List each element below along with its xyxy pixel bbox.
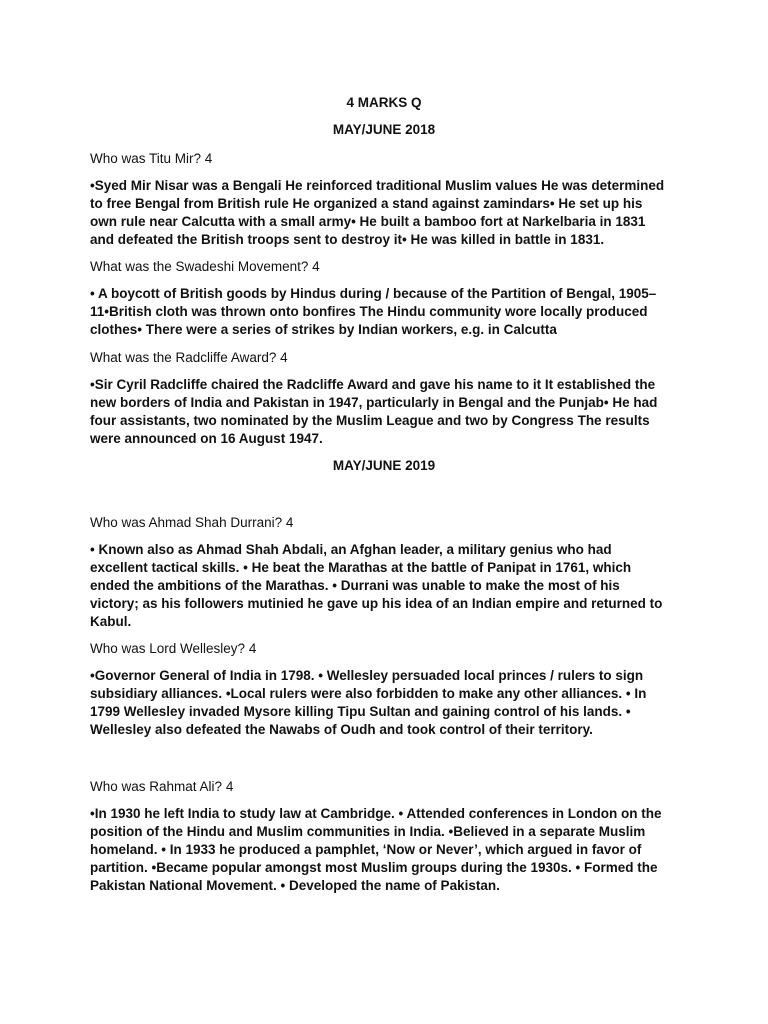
- answer-rahmat-ali: [90, 805, 690, 895]
- question-text: What was the Radcliffe Award?: [90, 350, 277, 365]
- question-titu-mir: [90, 150, 212, 168]
- answer-radcliffe: [90, 376, 690, 448]
- question-radcliffe: [90, 349, 288, 367]
- question-rahmat-ali: [90, 778, 233, 796]
- answer-line: own rule near Calcutta with a small army• He built a bamboo fort at Narkelbaria in 1831: [90, 214, 646, 229]
- answer-line: four assistants, two nominated by the Muslim League and two by Congress The results: [90, 413, 650, 428]
- answer-swadeshi: [90, 285, 690, 339]
- answer-durrani: [90, 541, 690, 631]
- question-marks: 4: [280, 350, 288, 365]
- answer-line: excellent tactical skills. • He beat the Marathas at the battle of Panipat in 1761, which: [90, 560, 632, 575]
- answer-wellesley: [90, 667, 690, 739]
- answer-line: Pakistan National Movement. • Developed the name of Pakistan.: [90, 878, 500, 893]
- answer-line: victory; as his followers mutinied he gave up his idea of an Indian empire and returned to: [90, 596, 663, 611]
- answer-line: position of the Hindu and Muslim communities in India. •Believed in a separate Muslim: [90, 824, 646, 839]
- answer-line: •In 1930 he left India to study law at Cambridge. • Attended conferences in London on the: [90, 806, 662, 821]
- answer-line: •Sir Cyril Radcliffe chaired the Radcliffe Award and gave his name to it It established the: [90, 377, 656, 392]
- session-heading-2019: [0, 458, 768, 473]
- session-heading-2018: [0, 122, 768, 137]
- question-marks: 4: [285, 515, 294, 530]
- question-text: What was the Swadeshi Movement?: [90, 259, 309, 274]
- answer-line: subsidiary alliances. •Local rulers were also forbidden to make any other alliances. • In: [90, 686, 647, 701]
- question-marks: 4: [225, 779, 234, 794]
- question-swadeshi: [90, 258, 320, 276]
- answer-line: •Syed Mir Nisar was a Bengali He reinforced traditional Muslim values He was determined: [90, 178, 665, 193]
- answer-line: •Governor General of India in 1798. • Wellesley persuaded local princes / rulers to sign: [90, 668, 644, 683]
- document-title: [0, 95, 768, 110]
- answer-line: were announced on 16 August 1947.: [90, 431, 323, 446]
- question-text: Who was Titu Mir?: [90, 151, 202, 166]
- answer-line: new borders of India and Pakistan in 1947, particularly in Bengal and the Punjab• He had: [90, 395, 658, 410]
- question-wellesley: [90, 640, 256, 658]
- answer-line: 11•British cloth was thrown onto bonfires The Hindu community wore locally produced: [90, 304, 648, 319]
- question-text: Who was Ahmad Shah Durrani?: [90, 515, 283, 530]
- answer-line: partition. •Became popular amongst most Muslim groups during the 1930s. • Formed the: [90, 860, 658, 875]
- answer-line: Kabul.: [90, 614, 132, 629]
- answer-line: Wellesley also defeated the Nawabs of Oudh and took control of their territory.: [90, 722, 593, 737]
- question-durrani: [90, 514, 293, 532]
- answer-line: • Known also as Ahmad Shah Abdali, an Afghan leader, a military genius who had: [90, 542, 612, 557]
- answer-line: • A boycott of British goods by Hindus during / because of the Partition of Bengal, 1905–: [90, 286, 657, 301]
- answer-line: 1799 Wellesley invaded Mysore killing Tipu Sultan and gaining control of his lands. •: [90, 704, 631, 719]
- question-marks: 4: [248, 641, 257, 656]
- question-marks: 4: [204, 151, 213, 166]
- question-marks: 4: [312, 259, 320, 274]
- answer-line: to free Bengal from British rule He organized a stand against zamindars• He set up his: [90, 196, 643, 211]
- question-text: Who was Rahmat Ali?: [90, 779, 223, 794]
- answer-titu-mir: [90, 177, 690, 249]
- answer-line: ended the ambitions of the Marathas. • Durrani was unable to make the most of his: [90, 578, 620, 593]
- answer-line: homeland. • In 1933 he produced a pamphlet, ‘Now or Never’, which argued in favor of: [90, 842, 642, 857]
- question-text: Who was Lord Wellesley?: [90, 641, 246, 656]
- title-text: 4 MARKS Q: [346, 95, 422, 110]
- session-2019-text: MAY/JUNE 2019: [332, 458, 436, 473]
- answer-line: clothes• There were a series of strikes by Indian workers, e.g. in Calcutta: [90, 322, 557, 337]
- answer-line: and defeated the British troops sent to destroy it• He was killed in battle in 1831.: [90, 232, 605, 247]
- session-2018-text: MAY/JUNE 2018: [332, 122, 436, 137]
